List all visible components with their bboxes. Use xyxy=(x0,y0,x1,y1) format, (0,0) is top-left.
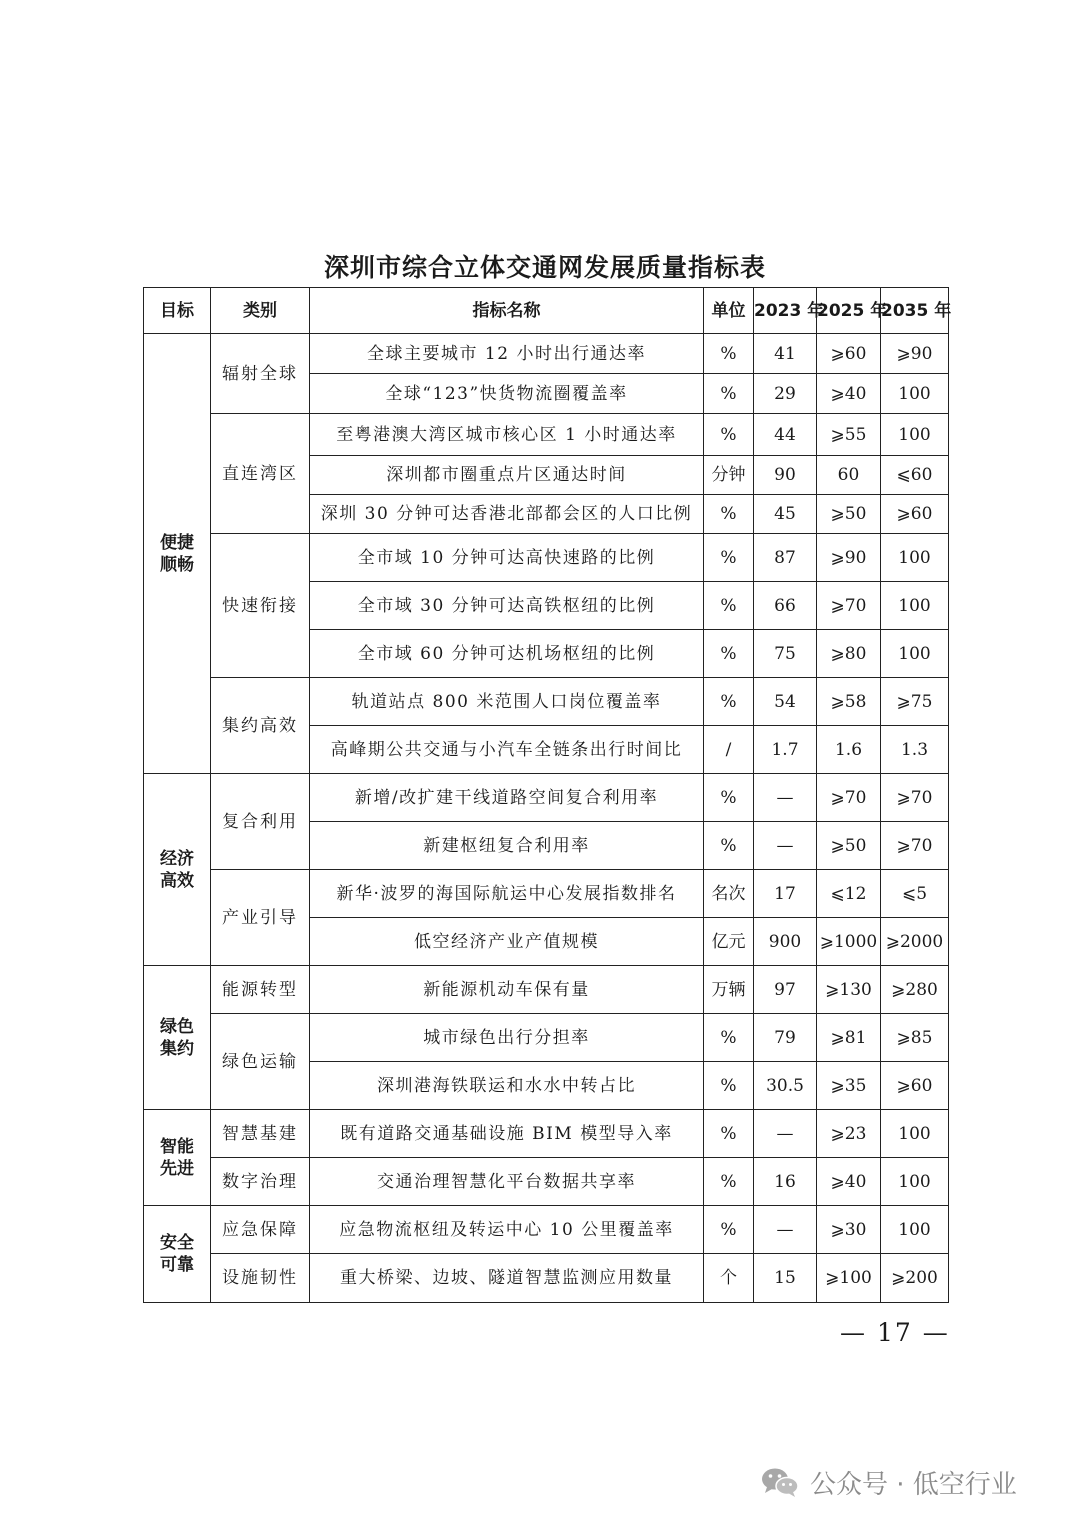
value-2035-cell: ⩾2000 xyxy=(881,918,949,966)
value-2023-cell: 87 xyxy=(754,534,817,582)
header-2025: 2025 年 xyxy=(817,288,881,334)
value-2025-cell: ⩽12 xyxy=(817,870,881,918)
value-2035-cell: 100 xyxy=(881,582,949,630)
indicator-cell: 既有道路交通基础设施 BIM 模型导入率 xyxy=(310,1110,704,1158)
value-2035-cell: ⩽60 xyxy=(881,456,949,495)
value-2025-cell: ⩾90 xyxy=(817,534,881,582)
table-row xyxy=(144,1158,949,1206)
indicator-cell: 重大桥梁、边坡、隧道智慧监测应用数量 xyxy=(310,1254,704,1303)
value-2025-cell: ⩾50 xyxy=(817,495,881,534)
value-2035-cell: ⩾75 xyxy=(881,678,949,726)
value-2025-cell: ⩾100 xyxy=(817,1254,881,1303)
header-2035: 2035 年 xyxy=(881,288,949,334)
value-2025-cell: ⩾130 xyxy=(817,966,881,1014)
category-cell: 产业引导 xyxy=(211,870,310,966)
unit-cell: % xyxy=(704,414,754,456)
value-2025-cell: ⩾40 xyxy=(817,374,881,414)
goal-cell: 经济 高效 xyxy=(144,774,211,966)
unit-cell: 万辆 xyxy=(704,966,754,1014)
value-2023-cell: — xyxy=(754,1206,817,1254)
indicator-cell: 新能源机动车保有量 xyxy=(310,966,704,1014)
goal-cell: 绿色 集约 xyxy=(144,966,211,1110)
value-2023-cell: 66 xyxy=(754,582,817,630)
value-2025-cell: ⩾70 xyxy=(817,582,881,630)
value-2025-cell: ⩾55 xyxy=(817,414,881,456)
indicator-cell: 轨道站点 800 米范围人口岗位覆盖率 xyxy=(310,678,704,726)
unit-cell: % xyxy=(704,582,754,630)
unit-cell: % xyxy=(704,822,754,870)
table-row xyxy=(144,414,949,456)
unit-cell: 个 xyxy=(704,1254,754,1303)
goal-cell: 便捷 顺畅 xyxy=(144,334,211,774)
table-row xyxy=(144,1110,949,1158)
value-2035-cell: ⩽5 xyxy=(881,870,949,918)
value-2023-cell: 45 xyxy=(754,495,817,534)
header-row xyxy=(144,288,949,334)
unit-cell: % xyxy=(704,374,754,414)
indicator-cell: 新增/改扩建干线道路空间复合利用率 xyxy=(310,774,704,822)
value-2023-cell: 44 xyxy=(754,414,817,456)
value-2023-cell: 75 xyxy=(754,630,817,678)
indicator-cell: 新华·波罗的海国际航运中心发展指数排名 xyxy=(310,870,704,918)
header-2023: 2023 年 xyxy=(754,288,817,334)
value-2023-cell: 97 xyxy=(754,966,817,1014)
header-category: 类别 xyxy=(211,288,310,334)
goal-cell: 智能 先进 xyxy=(144,1110,211,1206)
unit-cell: 分钟 xyxy=(704,456,754,495)
indicator-cell: 深圳 30 分钟可达香港北部都会区的人口比例 xyxy=(310,495,704,534)
indicator-cell: 全市域 30 分钟可达高铁枢纽的比例 xyxy=(310,582,704,630)
indicator-table xyxy=(143,287,952,1303)
value-2025-cell: ⩾50 xyxy=(817,822,881,870)
unit-cell: 亿元 xyxy=(704,918,754,966)
value-2025-cell: ⩾30 xyxy=(817,1206,881,1254)
unit-cell: / xyxy=(704,726,754,774)
indicator-cell: 深圳港海铁联运和水水中转占比 xyxy=(310,1062,704,1110)
value-2025-cell: ⩾80 xyxy=(817,630,881,678)
indicator-cell: 至粤港澳大湾区城市核心区 1 小时通达率 xyxy=(310,414,704,456)
category-cell: 绿色运输 xyxy=(211,1014,310,1110)
wechat-icon xyxy=(760,1466,800,1498)
value-2023-cell: 30.5 xyxy=(754,1062,817,1110)
category-cell: 能源转型 xyxy=(211,966,310,1014)
indicator-cell: 全球“123”快货物流圈覆盖率 xyxy=(310,374,704,414)
value-2035-cell: ⩾60 xyxy=(881,1062,949,1110)
value-2023-cell: — xyxy=(754,1110,817,1158)
indicator-cell: 全市域 10 分钟可达高快速路的比例 xyxy=(310,534,704,582)
value-2035-cell: ⩾70 xyxy=(881,774,949,822)
value-2025-cell: ⩾58 xyxy=(817,678,881,726)
unit-cell: % xyxy=(704,678,754,726)
table-row xyxy=(144,534,949,582)
indicator-cell: 交通治理智慧化平台数据共享率 xyxy=(310,1158,704,1206)
value-2023-cell: 900 xyxy=(754,918,817,966)
unit-cell: % xyxy=(704,1206,754,1254)
unit-cell: % xyxy=(704,1014,754,1062)
value-2025-cell: ⩾70 xyxy=(817,774,881,822)
value-2023-cell: — xyxy=(754,774,817,822)
value-2035-cell: ⩾200 xyxy=(881,1254,949,1303)
header-goal: 目标 xyxy=(144,288,211,334)
table-row xyxy=(144,678,949,726)
value-2035-cell: 100 xyxy=(881,534,949,582)
category-cell: 直连湾区 xyxy=(211,414,310,534)
value-2035-cell: 100 xyxy=(881,1110,949,1158)
indicator-cell: 新建枢纽复合利用率 xyxy=(310,822,704,870)
value-2023-cell: 1.7 xyxy=(754,726,817,774)
value-2023-cell: 41 xyxy=(754,334,817,374)
table-row xyxy=(144,1254,949,1303)
table-row xyxy=(144,1206,949,1254)
unit-cell: % xyxy=(704,1062,754,1110)
value-2025-cell: ⩾1000 xyxy=(817,918,881,966)
unit-cell: % xyxy=(704,1110,754,1158)
header-indicator: 指标名称 xyxy=(310,288,704,334)
value-2035-cell: 1.3 xyxy=(881,726,949,774)
table-title: 深圳市综合立体交通网发展质量指标表 xyxy=(323,253,766,282)
value-2035-cell: 100 xyxy=(881,1206,949,1254)
value-2023-cell: 29 xyxy=(754,374,817,414)
category-cell: 辐射全球 xyxy=(211,334,310,414)
indicator-cell: 高峰期公共交通与小汽车全链条出行时间比 xyxy=(310,726,704,774)
table-row xyxy=(144,966,949,1014)
unit-cell: 名次 xyxy=(704,870,754,918)
value-2025-cell: ⩾81 xyxy=(817,1014,881,1062)
value-2035-cell: ⩾280 xyxy=(881,966,949,1014)
category-cell: 复合利用 xyxy=(211,774,310,870)
unit-cell: % xyxy=(704,774,754,822)
indicator-cell: 全球主要城市 12 小时出行通达率 xyxy=(310,334,704,374)
goal-cell: 安全 可靠 xyxy=(144,1206,211,1303)
value-2025-cell: ⩾40 xyxy=(817,1158,881,1206)
value-2035-cell: 100 xyxy=(881,1158,949,1206)
value-2023-cell: — xyxy=(754,822,817,870)
value-2023-cell: 90 xyxy=(754,456,817,495)
indicator-cell: 深圳都市圈重点片区通达时间 xyxy=(310,456,704,495)
value-2035-cell: ⩾70 xyxy=(881,822,949,870)
value-2035-cell: 100 xyxy=(881,630,949,678)
watermark-text: 公众号 · 低空行业 xyxy=(810,1469,1017,1500)
value-2025-cell: ⩾35 xyxy=(817,1062,881,1110)
indicator-cell: 全市域 60 分钟可达机场枢纽的比例 xyxy=(310,630,704,678)
category-cell: 设施韧性 xyxy=(211,1254,310,1303)
value-2025-cell: 1.6 xyxy=(817,726,881,774)
category-cell: 智慧基建 xyxy=(211,1110,310,1158)
table-row xyxy=(144,870,949,918)
unit-cell: % xyxy=(704,630,754,678)
value-2025-cell: 60 xyxy=(817,456,881,495)
watermark xyxy=(760,1462,1017,1502)
table-row xyxy=(144,774,949,822)
category-cell: 数字治理 xyxy=(211,1158,310,1206)
table-row xyxy=(144,334,949,374)
unit-cell: % xyxy=(704,334,754,374)
value-2023-cell: 16 xyxy=(754,1158,817,1206)
value-2023-cell: 15 xyxy=(754,1254,817,1303)
page-number: — 17 — xyxy=(840,1318,950,1347)
value-2035-cell: 100 xyxy=(881,414,949,456)
value-2025-cell: ⩾60 xyxy=(817,334,881,374)
value-2023-cell: 17 xyxy=(754,870,817,918)
value-2035-cell: ⩾60 xyxy=(881,495,949,534)
value-2035-cell: 100 xyxy=(881,374,949,414)
table-row xyxy=(144,1014,949,1062)
indicator-cell: 低空经济产业产值规模 xyxy=(310,918,704,966)
unit-cell: % xyxy=(704,534,754,582)
category-cell: 集约高效 xyxy=(211,678,310,774)
value-2023-cell: 54 xyxy=(754,678,817,726)
indicator-cell: 城市绿色出行分担率 xyxy=(310,1014,704,1062)
header-unit: 单位 xyxy=(704,288,754,334)
unit-cell: % xyxy=(704,1158,754,1206)
value-2023-cell: 79 xyxy=(754,1014,817,1062)
category-cell: 应急保障 xyxy=(211,1206,310,1254)
value-2025-cell: ⩾23 xyxy=(817,1110,881,1158)
category-cell: 快速衔接 xyxy=(211,534,310,678)
value-2035-cell: ⩾85 xyxy=(881,1014,949,1062)
indicator-cell: 应急物流枢纽及转运中心 10 公里覆盖率 xyxy=(310,1206,704,1254)
value-2035-cell: ⩾90 xyxy=(881,334,949,374)
unit-cell: % xyxy=(704,495,754,534)
